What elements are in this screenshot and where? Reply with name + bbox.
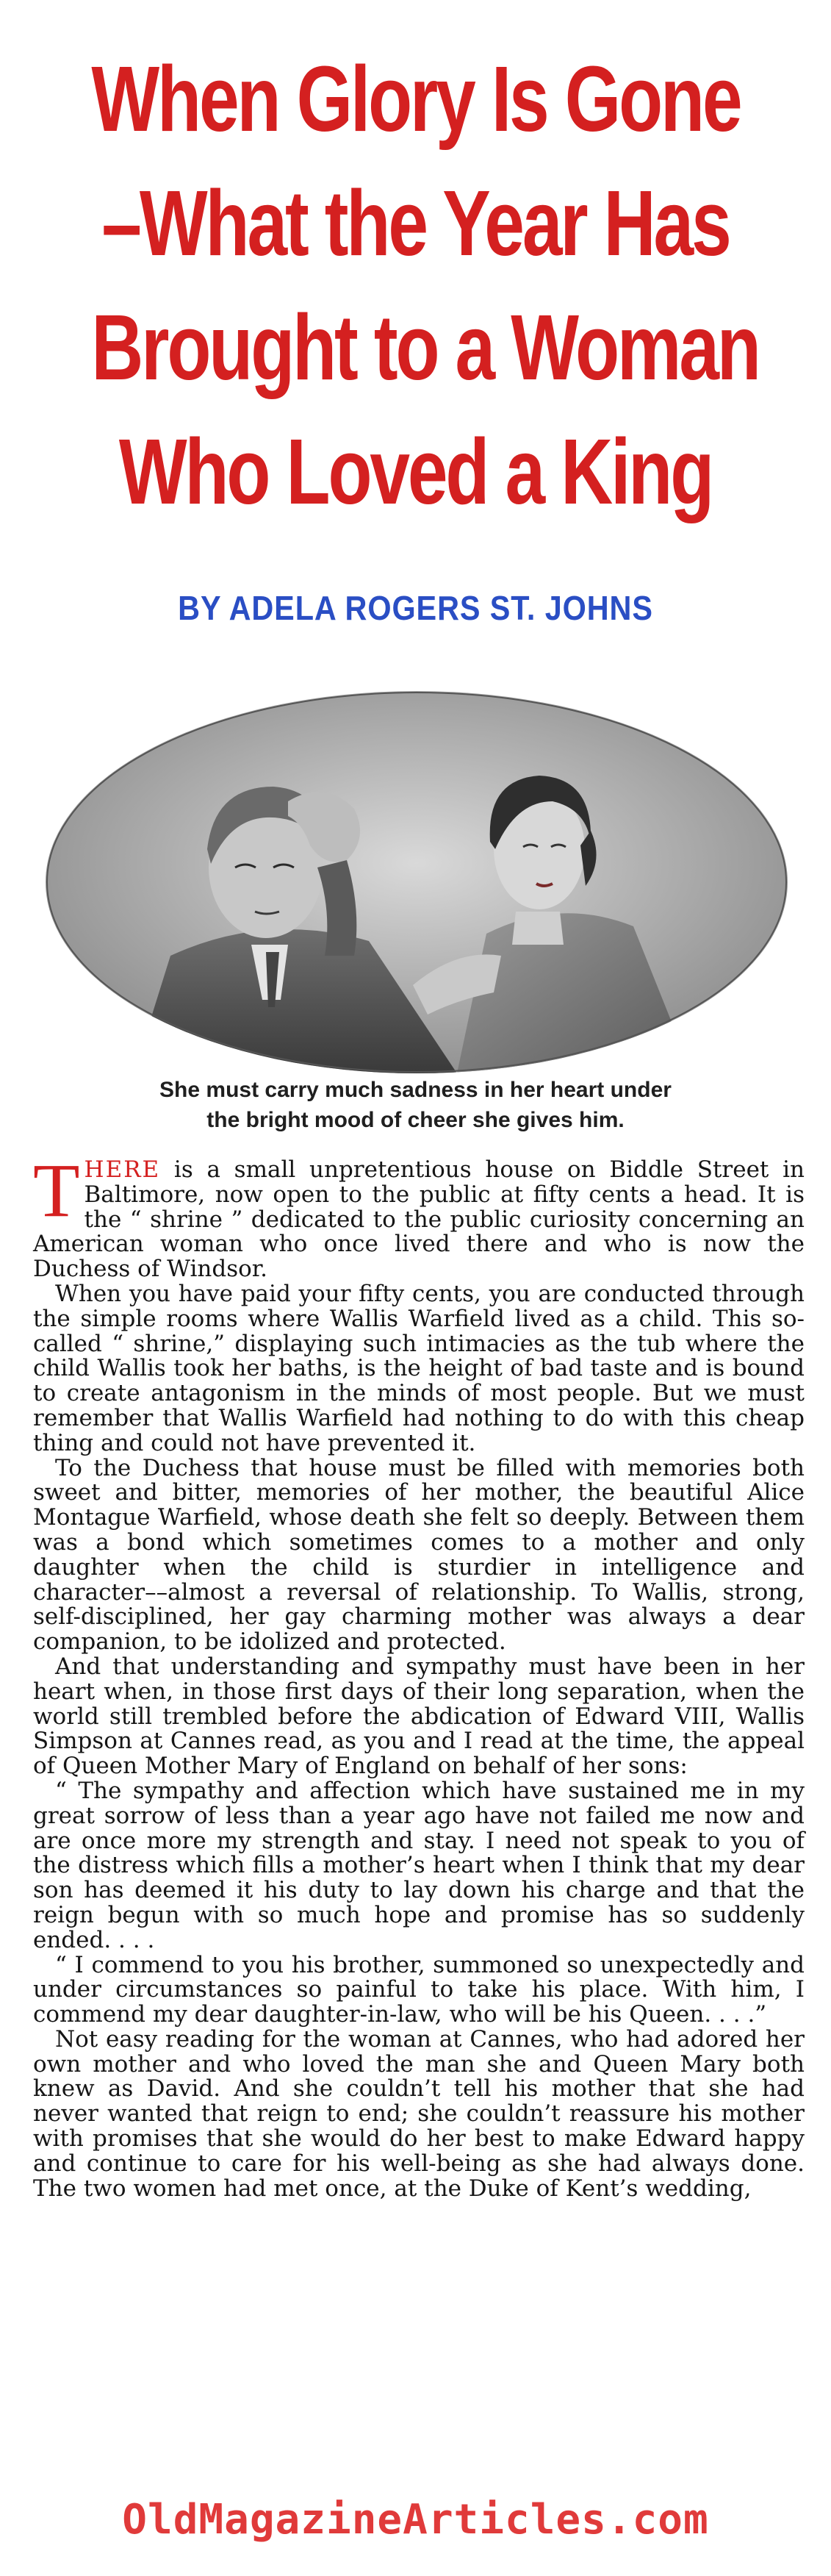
article-paragraph-3: To the Duchess that house must be filled with memories both sweet and bitter, memories of her mother, the beautiful Alice Montague Warfield, whose death she felt so deeply. Between them was a bond which sometimes comes to a mother and only daughter when the child is sturdier in intelligence and character––almost a reversal of relationship. To Wallis, strong, self-disciplined, her gay charming mother was always a dear companion, to be idolized and protected. [33, 1454, 805, 1656]
headline-line-2: –What the Year Has [101, 171, 730, 275]
headline-line-1: When Glory Is Gone [91, 47, 741, 151]
article-body [33, 1148, 805, 2202]
headline [91, 37, 759, 534]
illustration-caption [44, 1075, 787, 1135]
headline-line-4: Who Loved a King [118, 420, 713, 523]
article-paragraph-7: Not easy reading for the woman at Cannes, who had adored her own mother and who loved the man she and Queen Mary both knew as David. And she couldn’t tell his mother that she had never wanted that reign to end; she couldn’t reassure his mother with promises that she would do her best to make Edward happy and continue to care for his well-being as she had always done. The two women had met once, at the Duke of Kent’s wedding, [33, 2025, 805, 2202]
caption-line-2: the bright mood of cheer she gives him. [206, 1108, 625, 1132]
illustration [46, 691, 788, 1073]
article-paragraph-2: When you have paid your fifty cents, you are conducted through the simple rooms where Wallis Warfield lived as a child. This so-called “ shrine,” displaying such intimacies as the tub where the child Wallis took her baths, is the height of bad taste and is bound to create antagonism in the minds of most people. But we must remember that Wallis Warfield had nothing to do with this cheap thing and could not have prevented it. [33, 1280, 805, 1456]
headline-line-3: Brought to a Woman [91, 296, 759, 399]
article-quote-2: “ I commend to you his brother, summoned so unexpectedly and under circumstances so painful to take his place. With him, I commend my dear daughter-in-law, who will be his Queen. . . .” [33, 1951, 805, 2028]
paragraph-1-text: is a small unpretentious house on Biddle Street in Baltimore, now open to the public at fifty cents a head. It is the “ shrine ” dedicated to the public curiosity concerning an American woman who once lived there and who is now the Duchess of Windsor. [33, 1156, 805, 1283]
article-paragraph-4: And that understanding and sympathy must have been in her heart when, in those first days of their long separation, when the world still trembled before the abdication of Edward VIII, Wallis Simpson at Cannes read, as you and I read at the time, the appeal of Queen Mother Mary of England on behalf of her sons: [33, 1653, 805, 1780]
lead-word: HERE [84, 1156, 161, 1183]
drop-cap: T [33, 1148, 80, 1233]
caption-line-1: She must carry much sadness in her heart under [159, 1078, 672, 1102]
article-quote-1: “ The sympathy and affection which have sustained me in my great sorrow of less than a year ago have not failed me now and are once more my strength and stay. I need not speak to you of the distress which fills a mother’s heart when I think that my dear son has deemed it his duty to lay down his charge and that the reign begun with so much hope and promise has so suddenly ended. . . . [33, 1777, 805, 1953]
byline: BY ADELA ROGERS ST. JOHNS [178, 589, 653, 627]
watermark: OldMagazineArticles.com [122, 2496, 709, 2544]
article-paragraph-1 [33, 1148, 805, 1283]
